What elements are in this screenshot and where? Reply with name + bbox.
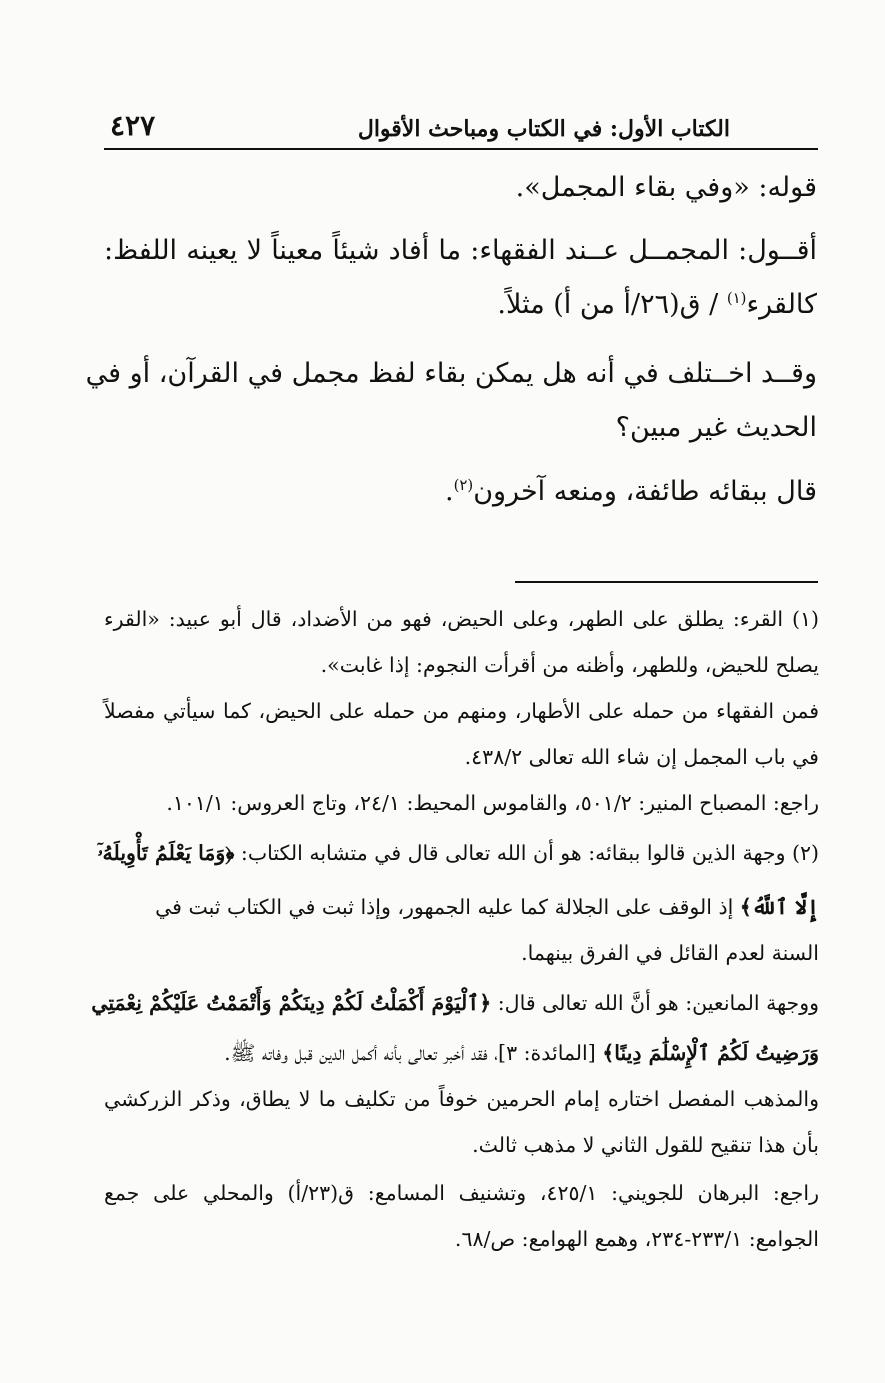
text-line: الحديث غير مبين؟	[615, 412, 817, 443]
header-rule	[104, 148, 818, 150]
footnote-line	[97, 838, 819, 868]
text-run: ووجهة المانعين: هو أنَّ الله تعالى قال:	[491, 991, 819, 1015]
footnote-line: راجع: البرهان للجويني: ٤٢٥/١، وتشنيف المسامع: ق(٢٣/أ) والمحلي على جمع	[104, 1181, 819, 1205]
quran-quote: إِلَّا ٱللَّهُ﴾	[739, 895, 819, 919]
text-run: (٢) وجهة الذين قالوا ببقائه: هو أن الله تعالى قال في متشابه الكتاب:	[234, 841, 819, 865]
footnote-line: والمذهب المفصل اختاره إمام الحرمين خوفاً من تكليف ما لا يطاق، وذكر الزركشي	[104, 1087, 819, 1111]
text-run: / ق(٢٦/أ من أ) مثلاً.	[497, 289, 727, 320]
quran-quote: ﴿وَمَا يَعْلَمُ تَأْوِيلَهُۥٓ	[97, 841, 235, 865]
chapter-title: الكتاب الأول: في الكتاب ومباحث الأقوال	[357, 116, 730, 142]
footnote-ref: (٢)	[453, 476, 474, 494]
footnote-ref: (١)	[726, 289, 747, 307]
text-run: كالقرء	[746, 289, 817, 320]
footnote-line: يصلح للحيض، وللطهر، وأظنه من أقرأت النجوم: إذا غابت».	[320, 653, 819, 677]
footnote-line: فمن الفقهاء من حمله على الأطهار، ومنهم من حمله على الحيض، كما سيأتي مفصلاً	[104, 699, 819, 723]
footnote-line	[155, 892, 819, 922]
footnote-line: الجوامع: ٢٣٣/١-٢٣٤، وهمع الهوامع: ص/٦٨.	[454, 1227, 819, 1251]
text-run: إذ الوقف على الجلالة كما عليه الجمهور، وإذا ثبت في الكتاب ثبت في	[155, 895, 740, 919]
footnote-line: في باب المجمل إن شاء الله تعالى ٤٣٨/٢.	[464, 745, 819, 769]
text-line: وقــد اخــتلف في أنه هل يمكن بقاء لفظ مجمل في القرآن، أو في	[85, 358, 817, 389]
text-line: قوله: «وفي بقاء المجمل».	[515, 172, 817, 203]
footnote-line: السنة لعدم القائل في الفرق بينهما.	[521, 941, 819, 965]
footnote-separator	[515, 581, 818, 583]
text-run: قال ببقائه طائفة، ومنعه آخرون	[473, 476, 817, 507]
footnote-line: (١) القرء: يطلق على الطهر، وعلى الحيض، فهو من الأضداد، قال أبو عبيد: «القرء	[104, 607, 819, 631]
footnote-line: بأن هذا تنقيح للقول الثاني لا مذهب ثالث.	[472, 1133, 819, 1157]
footnote-line: راجع: المصباح المنير: ٥٠١/٢، والقاموس المحيط: ٢٤/١، وتاج العروس: ١٠١/١.	[166, 791, 819, 815]
running-header	[104, 102, 818, 142]
page-number: ٤٢٧	[110, 109, 156, 142]
quran-quote: وَرَضِيتُ لَكُمُ ٱلْإِسْلَٰمَ دِينًا﴾	[602, 1041, 819, 1065]
text-line: أقــول: المجمــل عــند الفقهاء: ما أفاد شيئاً معيناً لا يعينه اللفظ:	[104, 235, 817, 266]
quran-quote: ﴿ٱلْيَوْمَ أَكْمَلْتُ لَكُمْ دِينَكُمْ وَأَتْمَمْتُ عَلَيْكُمْ نِعْمَتِي	[91, 991, 492, 1015]
footnote-line	[224, 1038, 819, 1068]
text-run: .	[445, 476, 454, 507]
footnote-line	[91, 988, 819, 1018]
text-line	[445, 474, 817, 510]
text-run: [المائدة: ٣]، فقد أخبر تعالى بأنه أكمل الدين قبل وفاته ﷺ.	[224, 1041, 603, 1065]
text-line	[497, 287, 817, 323]
